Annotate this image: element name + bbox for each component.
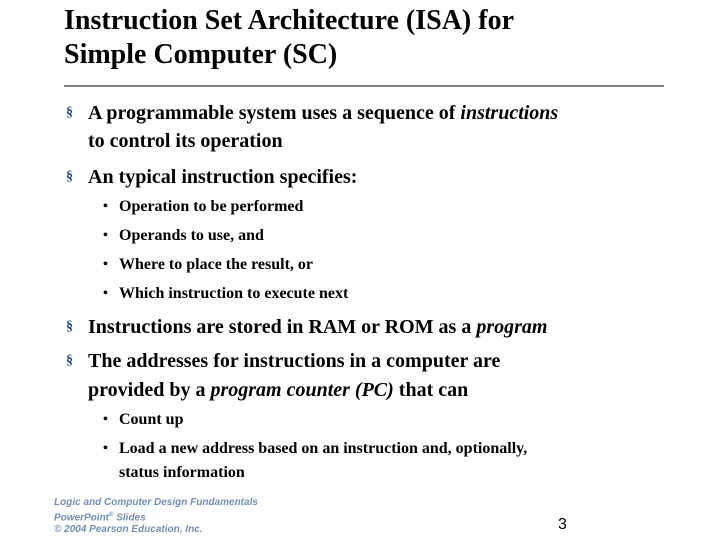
sub-bullet-text: Where to place the result, or (119, 256, 314, 273)
title-divider (64, 85, 664, 87)
sub-bullet-text: Load a new address based on an instruction and, optionally, (119, 440, 528, 457)
sub-bullet-marker: • (103, 199, 108, 214)
bullet-4-line-2b: that can (393, 379, 469, 401)
footer-registered-mark: ® (109, 512, 114, 518)
bullet-4-text: The addresses for instructions in a computer are (88, 350, 501, 372)
bullet-marker: § (66, 169, 73, 184)
bullet-marker: § (66, 105, 73, 120)
bullet-4-continuation (88, 375, 688, 405)
bullet-1-line-2: to control its operation (88, 130, 283, 152)
bullet-3-emphasis: program (476, 316, 548, 338)
bullet-1-text: A programmable system uses a sequence of (88, 102, 461, 124)
sub-bullet-text: Operation to be performed (119, 198, 304, 215)
sub-bullet-text: Operands to use, and (119, 227, 264, 244)
sub-bullet-marker: • (103, 441, 108, 456)
sub-bullet-2-3 (103, 253, 679, 277)
bullet-marker: § (66, 319, 73, 334)
footer-line-2 (54, 509, 294, 524)
sub-bullet-4-2 (103, 437, 679, 461)
bullet-2-text: An typical instruction specifies: (88, 166, 358, 188)
sub-bullet-2-4 (103, 282, 679, 306)
footer-line-2-b: Slides (113, 512, 146, 524)
bullet-3 (66, 312, 688, 342)
title-line-1: Instruction Set Architecture (ISA) for (64, 5, 515, 36)
bullet-1-continuation (88, 126, 688, 156)
sub-bullet-4-1 (103, 408, 679, 432)
sub-bullet-marker: • (103, 412, 108, 427)
bullet-3-text: Instructions are stored in RAM or ROM as a (88, 316, 477, 338)
sub-bullet-text: Which instruction to execute next (119, 285, 349, 302)
title-line-2: Simple Computer (SC) (64, 39, 338, 70)
slide-title (64, 4, 704, 72)
sub-bullet-marker: • (103, 228, 108, 243)
footer-line-2-a: PowerPoint (54, 512, 110, 524)
footer-line-1: Logic and Computer Design Fundamentals (54, 497, 258, 508)
bullet-1-emphasis: instructions (460, 102, 559, 124)
footer-line-3: © 2004 Pearson Education, Inc. (54, 524, 203, 536)
page-number: 3 (558, 516, 567, 533)
publisher-footer (54, 497, 294, 536)
bullet-marker: § (66, 353, 73, 368)
sub-bullet-text-line-2: status information (119, 464, 245, 481)
bullet-4-line-2a: provided by a (88, 379, 211, 401)
sub-bullet-4-2-continuation (119, 461, 679, 485)
sub-bullet-text: Count up (119, 411, 184, 428)
sub-bullet-marker: • (103, 286, 108, 301)
sub-bullet-marker: • (103, 257, 108, 272)
bullet-1 (66, 98, 688, 128)
bullet-4-emphasis: program counter (PC) (210, 379, 394, 401)
sub-bullet-2-1 (103, 195, 679, 219)
bullet-2 (66, 162, 688, 192)
sub-bullet-2-2 (103, 224, 679, 248)
bullet-4 (66, 346, 688, 376)
